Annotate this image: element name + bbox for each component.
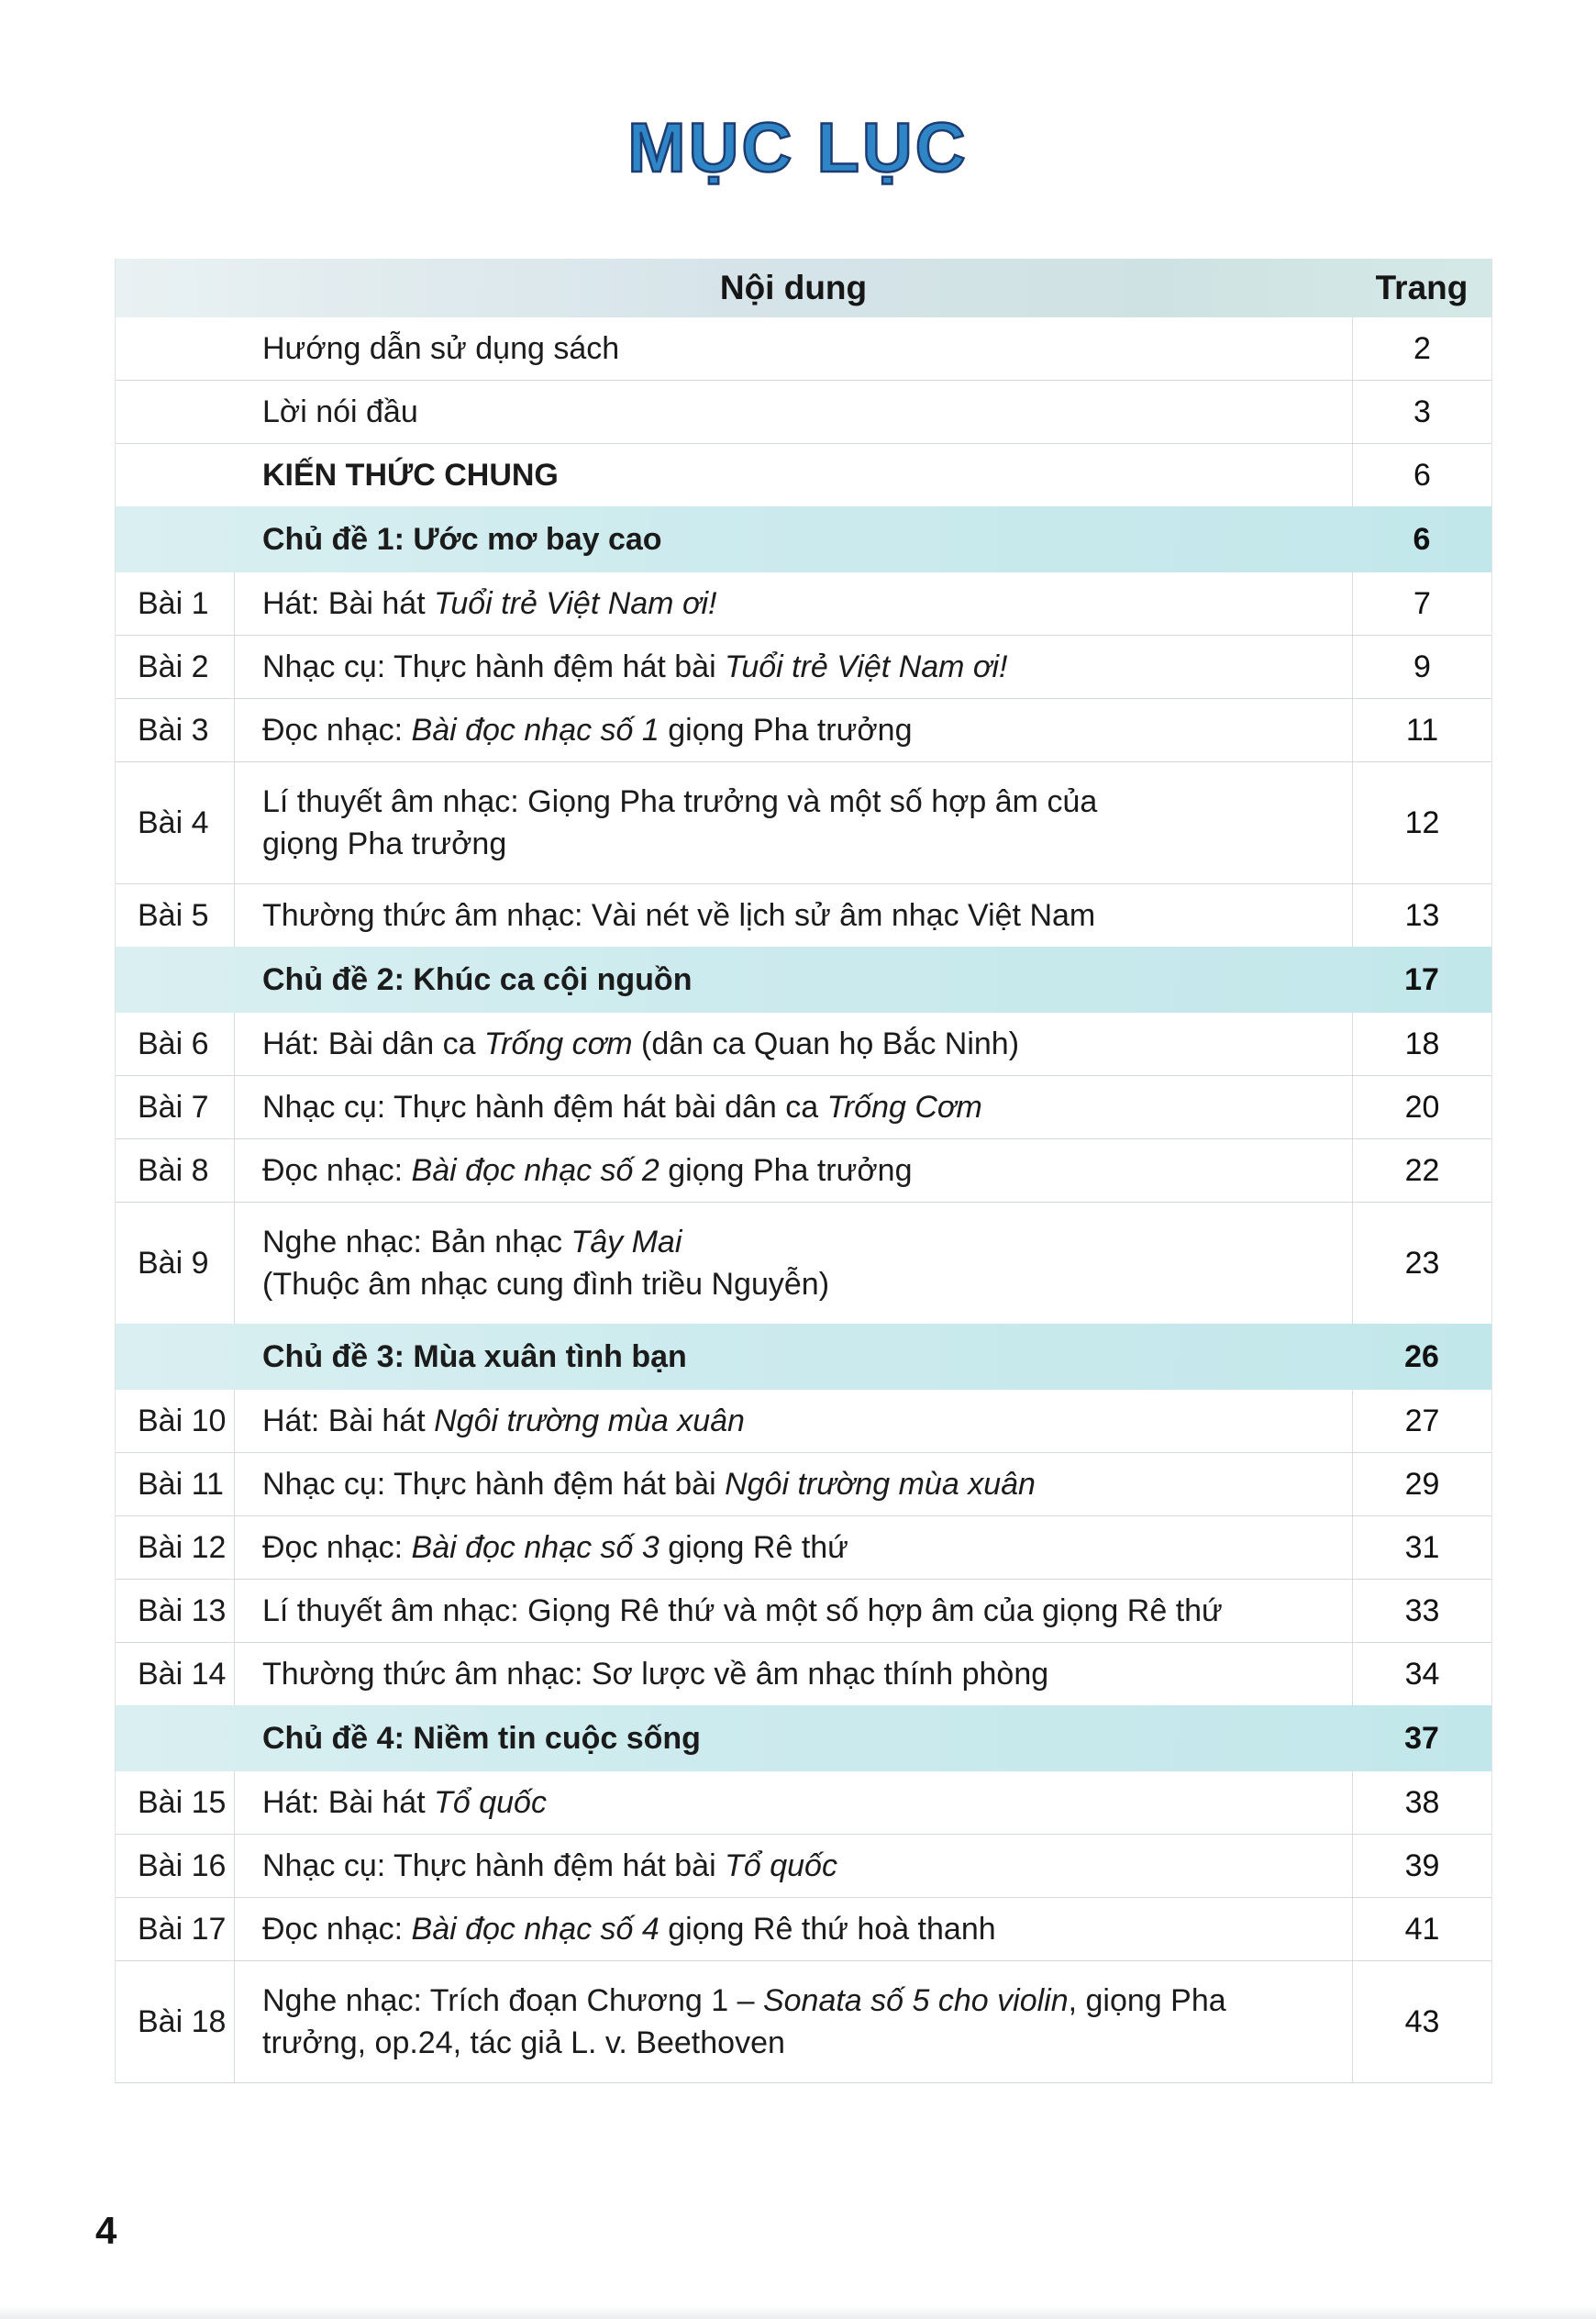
entry-page-number: 12 bbox=[1352, 762, 1491, 883]
entry-page-number: 34 bbox=[1352, 1643, 1491, 1705]
entry-page-number: 33 bbox=[1352, 1580, 1491, 1642]
toc-row bbox=[116, 572, 1491, 635]
lesson-number bbox=[116, 381, 235, 443]
toc-row bbox=[116, 443, 1491, 506]
lesson-number: Bài 11 bbox=[116, 1453, 235, 1515]
toc-rows bbox=[116, 317, 1491, 2082]
toc-theme-row bbox=[116, 1705, 1491, 1771]
toc-row bbox=[116, 1771, 1491, 1834]
toc-row bbox=[116, 1579, 1491, 1642]
entry-page-number: 27 bbox=[1352, 1390, 1491, 1452]
entry-title: Lí thuyết âm nhạc: Giọng Pha trưởng và một số hợp âm của giọng Pha trưởng bbox=[262, 784, 1098, 861]
entry-title: Chủ đề 2: Khúc ca cội nguồn bbox=[262, 962, 693, 997]
entry-title: Nhạc cụ: Thực hành đệm hát bài dân ca Trống Cơm bbox=[262, 1090, 982, 1125]
toc-row bbox=[116, 1138, 1491, 1202]
lesson-number: Bài 6 bbox=[116, 1013, 235, 1075]
toc-row bbox=[116, 317, 1491, 380]
header-content-label: Nội dung bbox=[719, 269, 868, 306]
scan-edge-shadow bbox=[0, 2306, 1596, 2319]
entry-page-number: 38 bbox=[1352, 1771, 1491, 1834]
lesson-number bbox=[116, 444, 235, 506]
lesson-number: Bài 8 bbox=[116, 1139, 235, 1202]
lesson-number bbox=[116, 1324, 235, 1390]
entry-title: Hướng dẫn sử dụng sách bbox=[262, 331, 620, 366]
toc-row bbox=[116, 1390, 1491, 1452]
entry-page-number: 41 bbox=[1352, 1898, 1491, 1960]
page-title: MỤC LỤC bbox=[627, 109, 969, 187]
lesson-number bbox=[116, 1705, 235, 1771]
entry-title: Hát: Bài hát Ngôi trường mùa xuân bbox=[262, 1404, 745, 1438]
toc-table bbox=[115, 259, 1492, 2083]
lesson-number bbox=[116, 317, 235, 380]
lesson-number: Bài 4 bbox=[116, 762, 235, 883]
entry-page-number: 13 bbox=[1352, 884, 1491, 947]
entry-page-number: 9 bbox=[1352, 636, 1491, 698]
entry-title: Hát: Bài hát Tổ quốc bbox=[262, 1785, 547, 1820]
toc-row bbox=[116, 1452, 1491, 1515]
page-number: 4 bbox=[95, 2209, 117, 2252]
entry-title: Nhạc cụ: Thực hành đệm hát bài Tổ quốc bbox=[262, 1848, 837, 1883]
entry-title: Lời nói đầu bbox=[262, 394, 418, 429]
entry-page-number: 29 bbox=[1352, 1453, 1491, 1515]
entry-page-number: 43 bbox=[1352, 1961, 1491, 2082]
entry-title: Đọc nhạc: Bài đọc nhạc số 2 giọng Pha trưởng bbox=[262, 1153, 913, 1188]
lesson-number: Bài 10 bbox=[116, 1390, 235, 1452]
lesson-number: Bài 13 bbox=[116, 1580, 235, 1642]
header-page-label: Trang bbox=[1375, 269, 1469, 306]
entry-title: Nhạc cụ: Thực hành đệm hát bài Ngôi trường mùa xuân bbox=[262, 1467, 1036, 1502]
entry-page-number: 26 bbox=[1404, 1338, 1439, 1374]
toc-header-row bbox=[116, 259, 1491, 317]
entry-title: Nhạc cụ: Thực hành đệm hát bài Tuổi trẻ Việt Nam ơi! bbox=[262, 649, 1008, 684]
entry-title: Nghe nhạc: Bản nhạc Tây Mai (Thuộc âm nhạc cung đình triều Nguyễn) bbox=[262, 1225, 830, 1302]
entry-title: Lí thuyết âm nhạc: Giọng Rê thứ và một số hợp âm của giọng Rê thứ bbox=[262, 1593, 1223, 1628]
lesson-number: Bài 2 bbox=[116, 636, 235, 698]
entry-title: Thường thức âm nhạc: Sơ lược về âm nhạc thính phòng bbox=[262, 1657, 1049, 1692]
entry-page-number: 17 bbox=[1404, 961, 1439, 997]
toc-row bbox=[116, 1960, 1491, 2082]
entry-page-number: 7 bbox=[1352, 572, 1491, 635]
entry-title: Đọc nhạc: Bài đọc nhạc số 4 giọng Rê thứ hoà thanh bbox=[262, 1912, 996, 1947]
lesson-number: Bài 7 bbox=[116, 1076, 235, 1138]
entry-page-number: 3 bbox=[1352, 381, 1491, 443]
entry-title: Đọc nhạc: Bài đọc nhạc số 3 giọng Rê thứ bbox=[262, 1530, 848, 1565]
lesson-number: Bài 18 bbox=[116, 1961, 235, 2082]
entry-title: KIẾN THỨC CHUNG bbox=[262, 458, 559, 493]
entry-title: Chủ đề 3: Mùa xuân tình bạn bbox=[262, 1339, 687, 1374]
entry-title: Hát: Bài dân ca Trống cơm (dân ca Quan họ Bắc Ninh) bbox=[262, 1026, 1020, 1061]
lesson-number: Bài 12 bbox=[116, 1516, 235, 1579]
toc-theme-row bbox=[116, 506, 1491, 572]
entry-title: Thường thức âm nhạc: Vài nét về lịch sử âm nhạc Việt Nam bbox=[262, 898, 1096, 933]
entry-page-number: 23 bbox=[1352, 1203, 1491, 1324]
entry-page-number: 20 bbox=[1352, 1076, 1491, 1138]
entry-title: Đọc nhạc: Bài đọc nhạc số 1 giọng Pha trưởng bbox=[262, 713, 913, 748]
entry-title: Hát: Bài hát Tuổi trẻ Việt Nam ơi! bbox=[262, 586, 717, 621]
toc-row bbox=[116, 1897, 1491, 1960]
lesson-number bbox=[116, 506, 235, 572]
entry-page-number: 31 bbox=[1352, 1516, 1491, 1579]
toc-row bbox=[116, 1642, 1491, 1705]
entry-page-number: 11 bbox=[1352, 699, 1491, 761]
entry-title: Chủ đề 4: Niềm tin cuộc sống bbox=[262, 1721, 701, 1756]
toc-row bbox=[116, 380, 1491, 443]
toc-row bbox=[116, 883, 1491, 947]
toc-theme-row bbox=[116, 947, 1491, 1013]
lesson-number: Bài 14 bbox=[116, 1643, 235, 1705]
entry-page-number: 37 bbox=[1404, 1720, 1439, 1756]
toc-row bbox=[116, 1515, 1491, 1579]
lesson-number: Bài 16 bbox=[116, 1835, 235, 1897]
toc-row bbox=[116, 1202, 1491, 1324]
lesson-number: Bài 17 bbox=[116, 1898, 235, 1960]
toc-row bbox=[116, 635, 1491, 698]
toc-row bbox=[116, 698, 1491, 761]
lesson-number: Bài 15 bbox=[116, 1771, 235, 1834]
toc-row bbox=[116, 1013, 1491, 1075]
entry-page-number: 18 bbox=[1352, 1013, 1491, 1075]
lesson-number: Bài 5 bbox=[116, 884, 235, 947]
lesson-number: Bài 1 bbox=[116, 572, 235, 635]
toc-row bbox=[116, 1075, 1491, 1138]
entry-page-number: 2 bbox=[1352, 317, 1491, 380]
lesson-number bbox=[116, 947, 235, 1013]
entry-page-number: 22 bbox=[1352, 1139, 1491, 1202]
toc-theme-row bbox=[116, 1324, 1491, 1390]
entry-page-number: 39 bbox=[1352, 1835, 1491, 1897]
toc-row bbox=[116, 761, 1491, 883]
lesson-number: Bài 3 bbox=[116, 699, 235, 761]
entry-title: Chủ đề 1: Ước mơ bay cao bbox=[262, 522, 662, 557]
lesson-number: Bài 9 bbox=[116, 1203, 235, 1324]
toc-row bbox=[116, 1834, 1491, 1897]
entry-page-number: 6 bbox=[1413, 521, 1431, 557]
entry-page-number: 6 bbox=[1352, 444, 1491, 506]
entry-title: Nghe nhạc: Trích đoạn Chương 1 – Sonata số 5 cho violin, giọng Pha trưởng, op.24, tác giả L. v. Beethoven bbox=[262, 1983, 1226, 2060]
